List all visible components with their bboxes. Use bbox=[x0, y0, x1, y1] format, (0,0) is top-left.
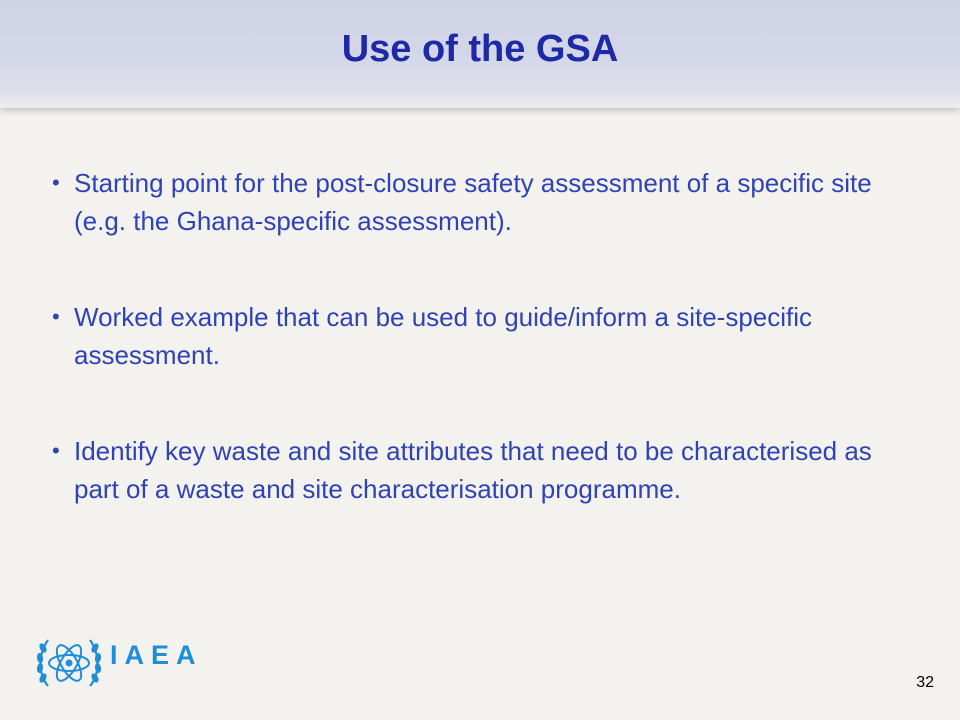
slide-title: Use of the GSA bbox=[341, 28, 619, 70]
bullet-text: Starting point for the post-closure safety assessment of a specific site (e.g. the Ghana-specific assessment). bbox=[74, 168, 872, 236]
bullet-glyph: • bbox=[52, 438, 60, 463]
bullet-item bbox=[52, 298, 904, 374]
iaea-logo bbox=[34, 628, 214, 700]
page-number: 32 bbox=[916, 674, 934, 691]
bullet-item bbox=[52, 432, 904, 508]
bullet-glyph: • bbox=[52, 170, 60, 195]
bullet-text: Worked example that can be used to guide/inform a site-specific assessment. bbox=[74, 302, 813, 370]
bullet-item bbox=[52, 164, 904, 240]
title-banner bbox=[0, 0, 960, 108]
bullet-glyph: • bbox=[52, 304, 60, 329]
iaea-emblem-icon bbox=[34, 628, 104, 698]
bullet-text: Identify key waste and site attributes that need to be characterised as part of a waste and site characterisation programme. bbox=[74, 436, 872, 504]
bullet-list bbox=[52, 164, 904, 508]
logo-text: IAEA bbox=[110, 640, 203, 670]
